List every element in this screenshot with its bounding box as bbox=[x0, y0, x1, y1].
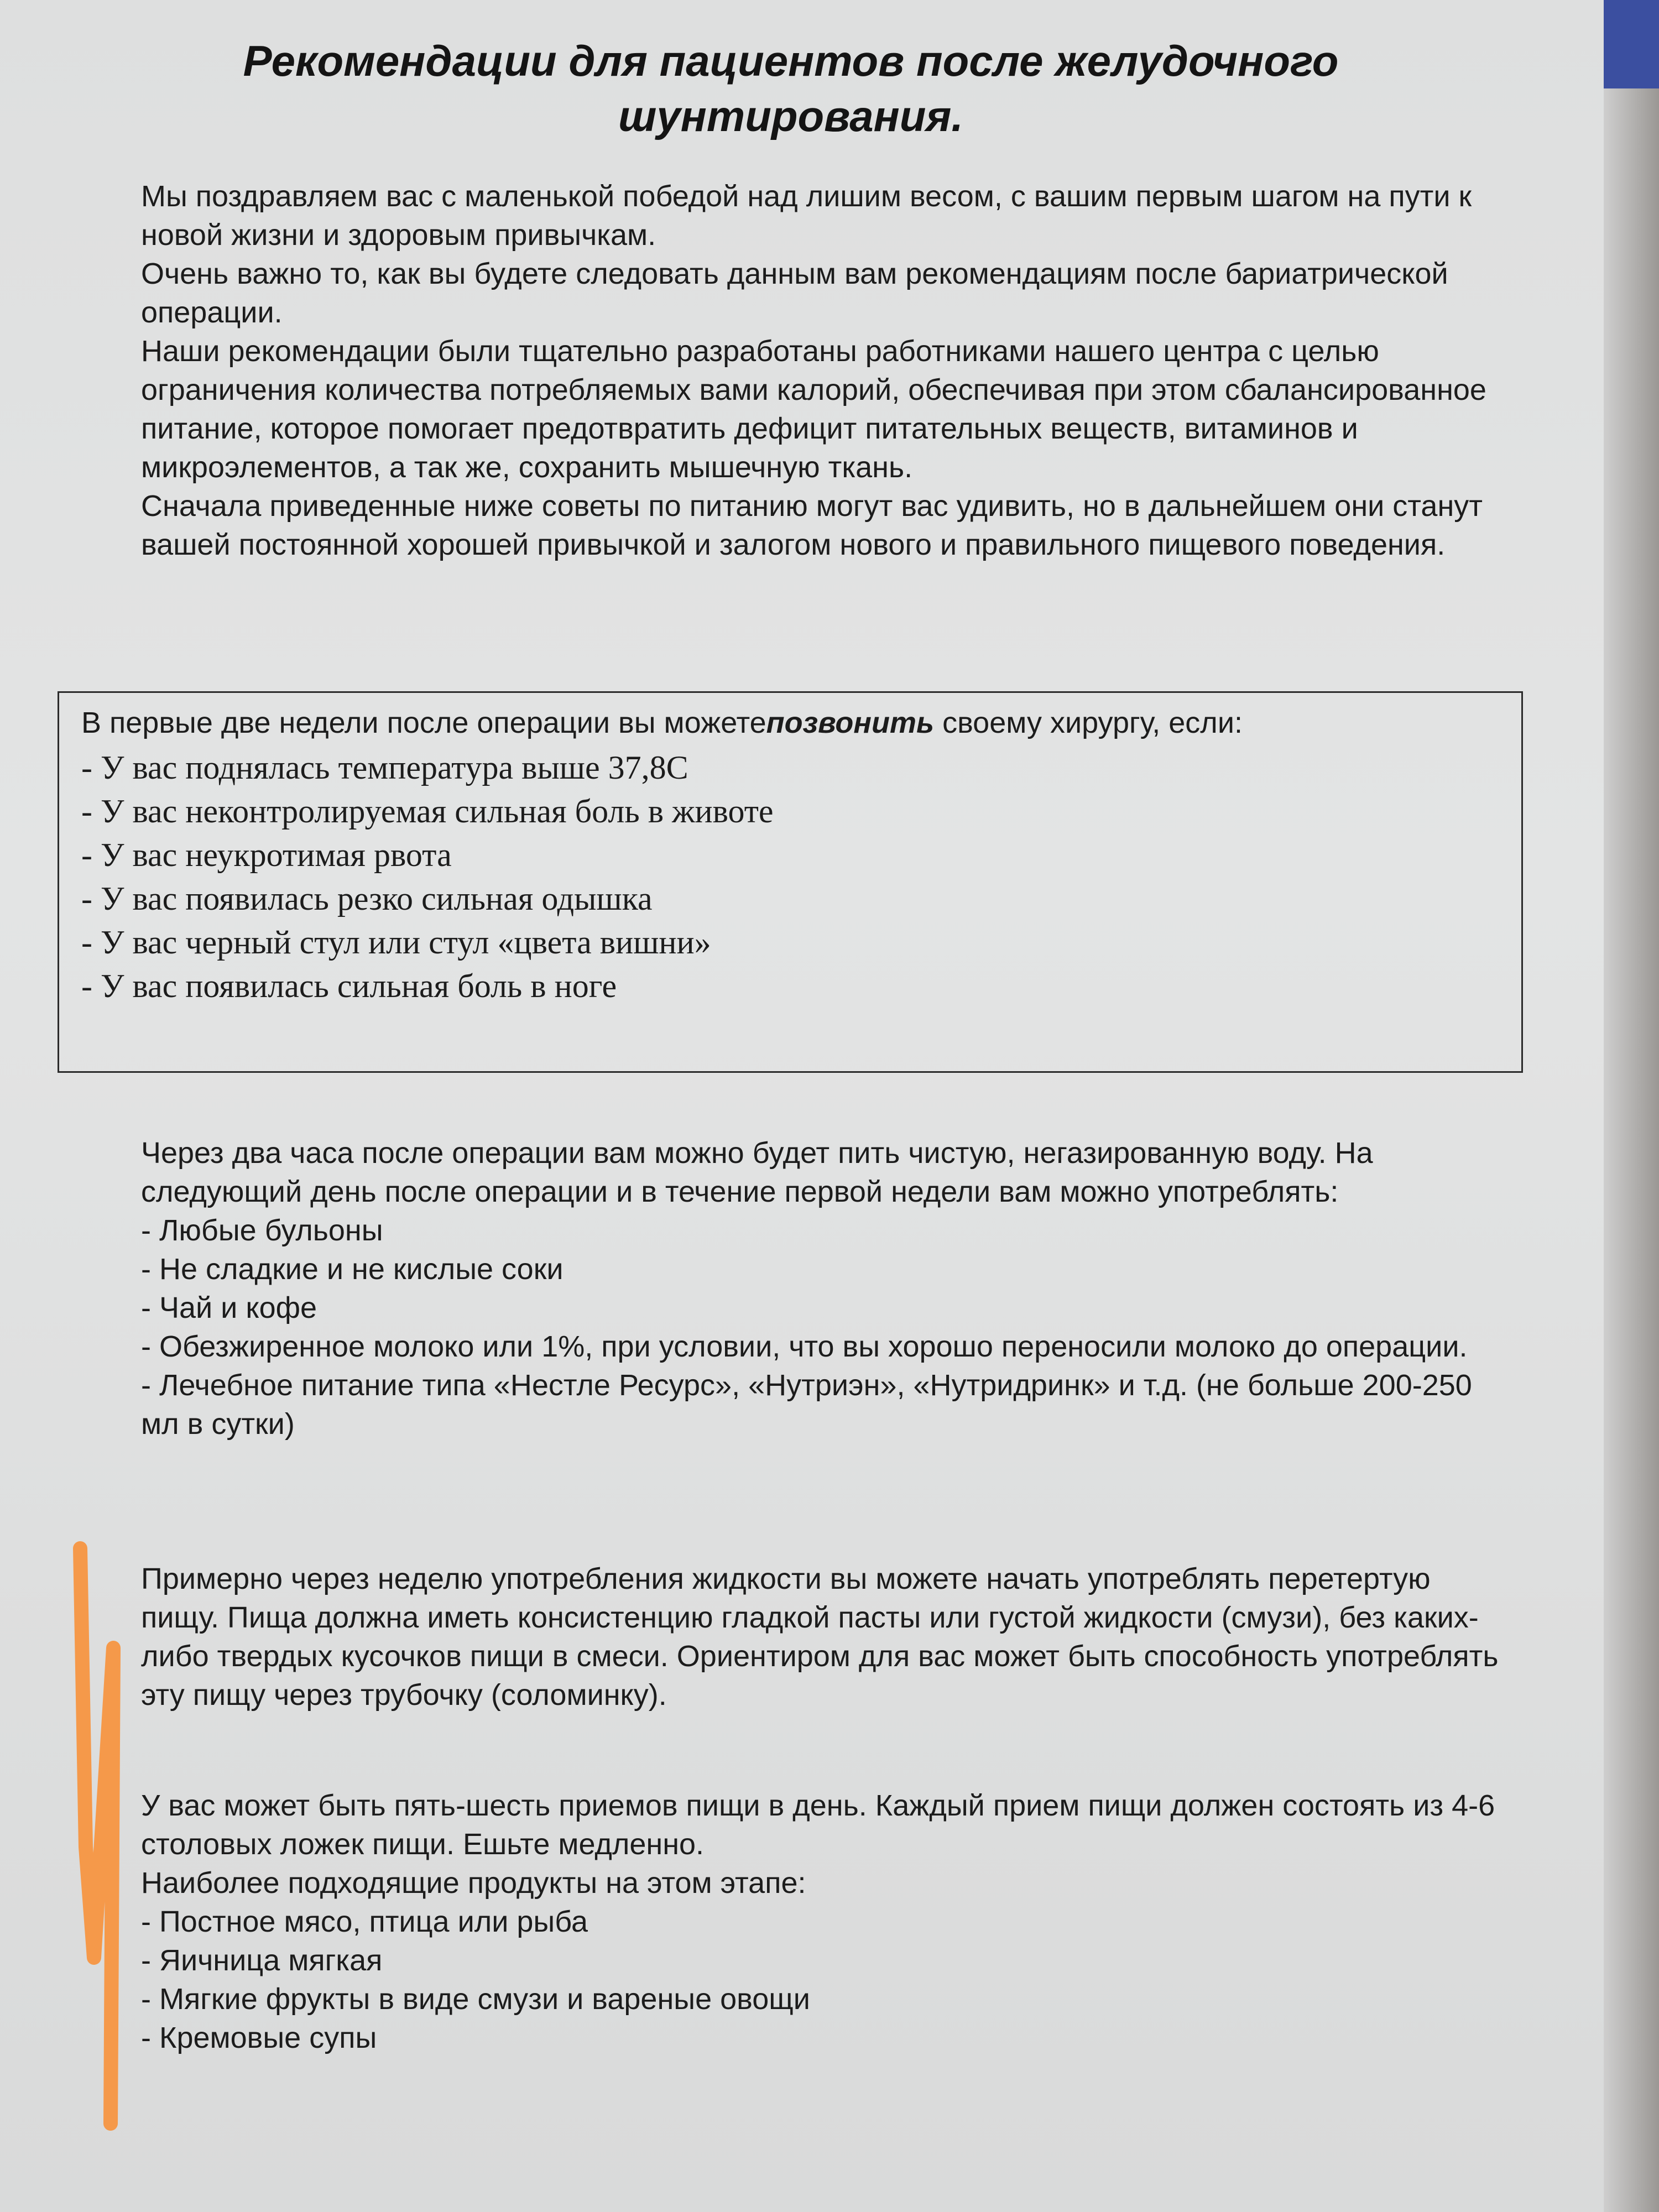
intro-section bbox=[141, 177, 1501, 564]
warning-item-black-stool: - У вас черный стул или стул «цвета вишни» bbox=[81, 924, 711, 961]
warning-box bbox=[58, 691, 1523, 1073]
puree-stage-text: Примерно через неделю употребления жидкости вы можете начать употреблять перетертую пищу. Пища должна иметь консистенцию гладкой пасты или густой жидкости (смузи), без каких-либо твердых кусочков пищи в смеси. Ориентиром для вас может быть способность употреблять эту пищу через трубочку (соломинку). bbox=[141, 1562, 1499, 1712]
list-item: - Яичница мягкая bbox=[141, 1944, 383, 1977]
intro-paragraph-2: Очень важно то, как вы будете следовать данным вам рекомендациям после бариатрической операции. bbox=[141, 257, 1448, 329]
warning-list bbox=[81, 746, 1499, 1008]
warning-intro-emphasis: позвонить bbox=[766, 706, 935, 739]
list-item: - Чай и кофе bbox=[141, 1291, 317, 1324]
intro-paragraph-3: Наши рекомендации были тщательно разработаны работниками нашего центра с целью ограничения количества потребляемых вами калорий, обеспечивая при этом сбалансированное питание, которое помогает предотвратить дефицит питательных веществ, витаминов и микроэлементов, а так же, сохранить мышечную ткань. bbox=[141, 335, 1486, 484]
soft-food-subheading: Наиболее подходящие продукты на этом этапе: bbox=[141, 1866, 806, 1900]
intro-paragraph-4: Сначала приведенные ниже советы по питанию могут вас удивить, но в дальнейшем они станут вашей постоянной хорошей привычкой и залогом нового и правильного пищевого поведения. bbox=[141, 489, 1483, 561]
list-item: - Лечебное питание типа «Нестле Ресурс», «Нутриэн», «Нутридринк» и т.д. (не больше 200-250 мл в сутки) bbox=[141, 1369, 1472, 1441]
after-operation-text: Через два часа после операции вам можно будет пить чистую, негазированную воду. На следующий день после операции и в течение первой недели вам можно употреблять: bbox=[141, 1136, 1373, 1208]
warning-item-abdominal-pain: - У вас неконтролируемая сильная боль в животе bbox=[81, 793, 774, 830]
list-item: - Не сладкие и не кислые соки bbox=[141, 1253, 564, 1286]
warning-item-vomiting: - У вас неукротимая рвота bbox=[81, 837, 452, 873]
list-item: - Обезжиренное молоко или 1%, при условии, что вы хорошо переносили молоко до операции. bbox=[141, 1330, 1468, 1363]
intro-paragraph-1: Мы поздравляем вас с маленькой победой над лишим весом, с вашим первым шагом на пути к новой жизни и здоровым привычкам. bbox=[141, 180, 1472, 252]
warning-item-leg-pain: - У вас появилась сильная боль в ноге bbox=[81, 968, 617, 1004]
list-item: - Мягкие фрукты в виде смузи и вареные овощи bbox=[141, 1983, 810, 2016]
after-operation-section bbox=[141, 1134, 1501, 1443]
warning-item-fever: - У вас поднялась температура выше 37,8С bbox=[81, 749, 688, 786]
list-item: - Любые бульоны bbox=[141, 1214, 383, 1247]
warning-intro-end: своему хирургу, если: bbox=[934, 706, 1243, 739]
after-operation-list bbox=[141, 1211, 1501, 1443]
list-item: - Кремовые супы bbox=[141, 2021, 377, 2054]
warning-intro bbox=[81, 703, 1499, 743]
highlighter-mark bbox=[61, 1537, 138, 2135]
puree-stage-section bbox=[141, 1559, 1501, 1714]
list-item: - Постное мясо, птица или рыба bbox=[141, 1905, 588, 1938]
warning-intro-start: В первые две недели после операции вы можете bbox=[81, 706, 766, 739]
soft-food-stage-text: У вас может быть пять-шесть приемов пищи в день. Каждый прием пищи должен состоять из 4-6 столовых ложек пищи. Ешьте медленно. bbox=[141, 1789, 1495, 1861]
soft-food-list bbox=[141, 1902, 1501, 2057]
soft-food-stage-section bbox=[141, 1786, 1501, 2057]
document-title: Рекомендации для пациентов после желудочного шунтирования. bbox=[243, 36, 1339, 140]
warning-item-dyspnea: - У вас появилась резко сильная одышка bbox=[81, 880, 653, 917]
